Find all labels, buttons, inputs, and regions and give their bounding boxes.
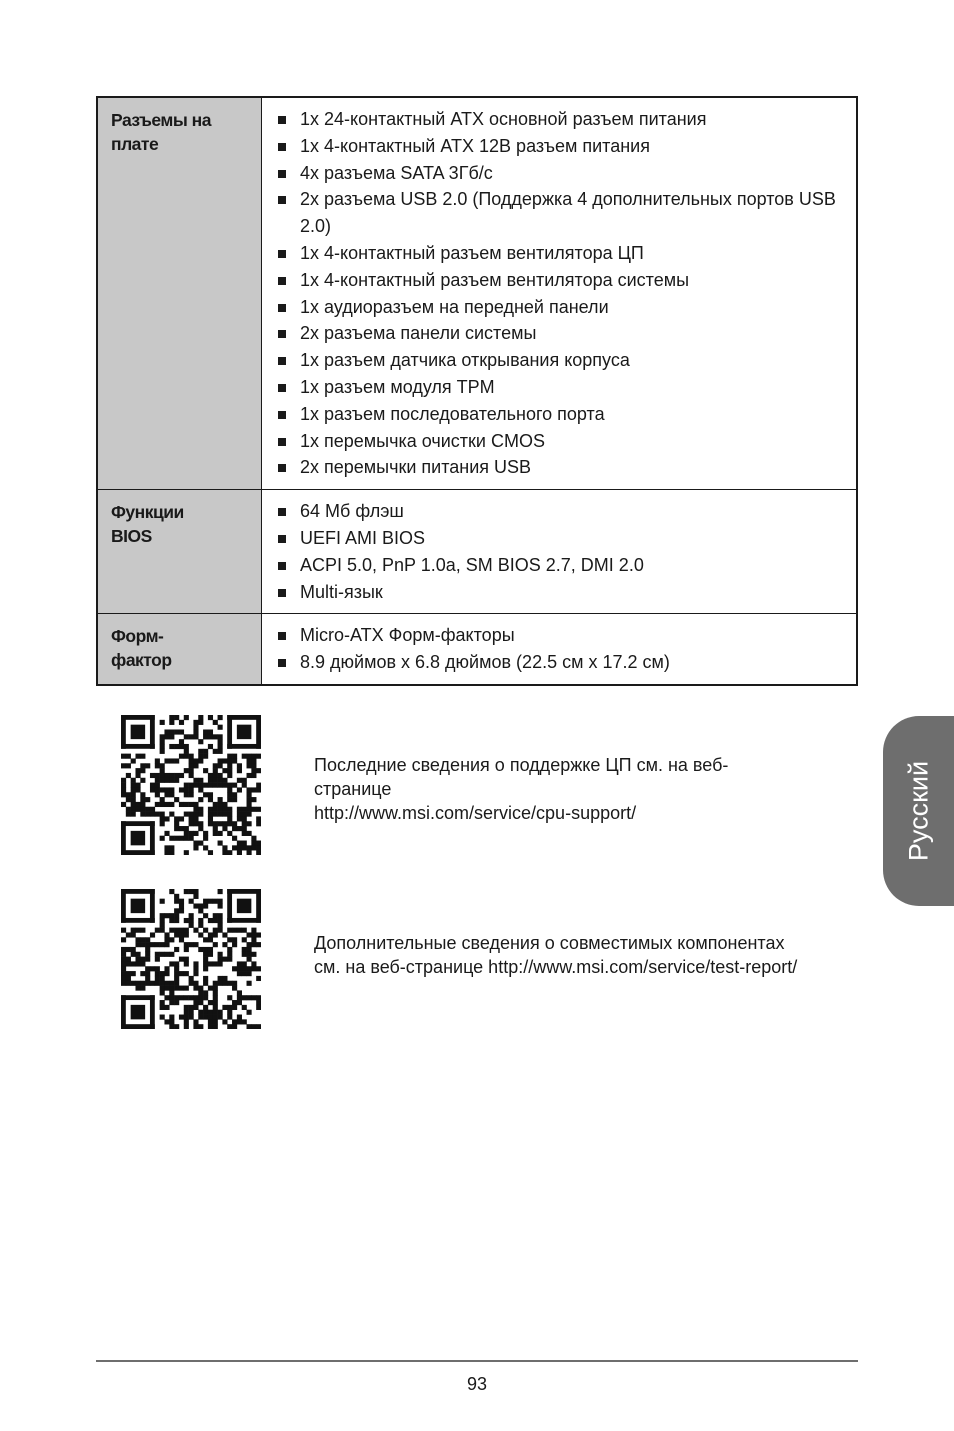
- spec-label-bios: [97, 490, 262, 614]
- spec-item: 2x перемычки питания USB: [276, 454, 846, 481]
- spec-item: 1x аудиоразъем на передней панели: [276, 294, 846, 321]
- cpu-support-text: [314, 753, 728, 825]
- test-report-text: [314, 931, 797, 979]
- label-line: Функции: [111, 502, 184, 523]
- spec-item: 1x разъем датчика открывания корпуса: [276, 347, 846, 374]
- spec-item: 2x разъема USB 2.0 (Поддержка 4 дополнительных портов USB 2.0): [276, 186, 846, 240]
- spec-item: 1x перемычка очистки CMOS: [276, 428, 846, 455]
- test-report-qr-code: [121, 889, 261, 1029]
- spec-item: Micro-ATX Форм-факторы: [276, 622, 846, 649]
- test-report-line: Дополнительные сведения о совместимых компонентах: [314, 933, 785, 953]
- language-tab: [883, 716, 954, 906]
- spec-items-connectors: [262, 97, 858, 490]
- label-line: плате: [111, 134, 159, 154]
- spec-item: 1x разъем последовательного порта: [276, 401, 846, 428]
- spec-item: 2x разъема панели системы: [276, 320, 846, 347]
- spec-row-form-factor: [97, 614, 857, 685]
- cpu-support-line: странице: [314, 779, 392, 799]
- footer-rule: [96, 1360, 858, 1362]
- cpu-support-qr-code: [121, 715, 261, 855]
- language-tab-label: Русский: [903, 760, 933, 862]
- label-line: BIOS: [111, 526, 152, 547]
- spec-item: 1x 24-контактный ATX основной разъем питания: [276, 106, 846, 133]
- spec-item: UEFI AMI BIOS: [276, 525, 846, 552]
- label-line: Разъемы на: [111, 110, 211, 130]
- cpu-support-url[interactable]: http://www.msi.com/service/cpu-support/: [314, 803, 637, 823]
- spec-item: 1x 4-контактный разъем вентилятора ЦП: [276, 240, 846, 267]
- spec-item: 1x 4-контактный разъем вентилятора системы: [276, 267, 846, 294]
- label-line: Форм-: [111, 626, 164, 647]
- spec-item: 4x разъема SATA 3Гб/с: [276, 160, 846, 187]
- spec-label-connectors: [97, 97, 262, 490]
- spec-item: Multi-язык: [276, 579, 846, 606]
- spec-label-form-factor: [97, 614, 262, 685]
- label-line: фактор: [111, 650, 172, 671]
- spec-item: 8.9 дюймов x 6.8 дюймов (22.5 см x 17.2 см): [276, 649, 846, 676]
- spec-item: ACPI 5.0, PnP 1.0a, SM BIOS 2.7, DMI 2.0: [276, 552, 846, 579]
- spec-table: [96, 96, 858, 686]
- spec-item: 1x разъем модуля TPM: [276, 374, 846, 401]
- page-number: 93: [466, 1374, 488, 1394]
- spec-item: 1x 4-контактный ATX 12В разъем питания: [276, 133, 846, 160]
- spec-row-bios: [97, 490, 857, 614]
- test-report-line-with-url[interactable]: см. на веб-странице http://www.msi.com/service/test-report/: [314, 957, 798, 977]
- spec-items-form-factor: [262, 614, 858, 685]
- cpu-support-line: Последние сведения о поддержке ЦП см. на веб-: [314, 755, 729, 775]
- spec-items-bios: [262, 490, 858, 614]
- spec-row-connectors: [97, 97, 857, 490]
- spec-item: 64 Мб флэш: [276, 498, 846, 525]
